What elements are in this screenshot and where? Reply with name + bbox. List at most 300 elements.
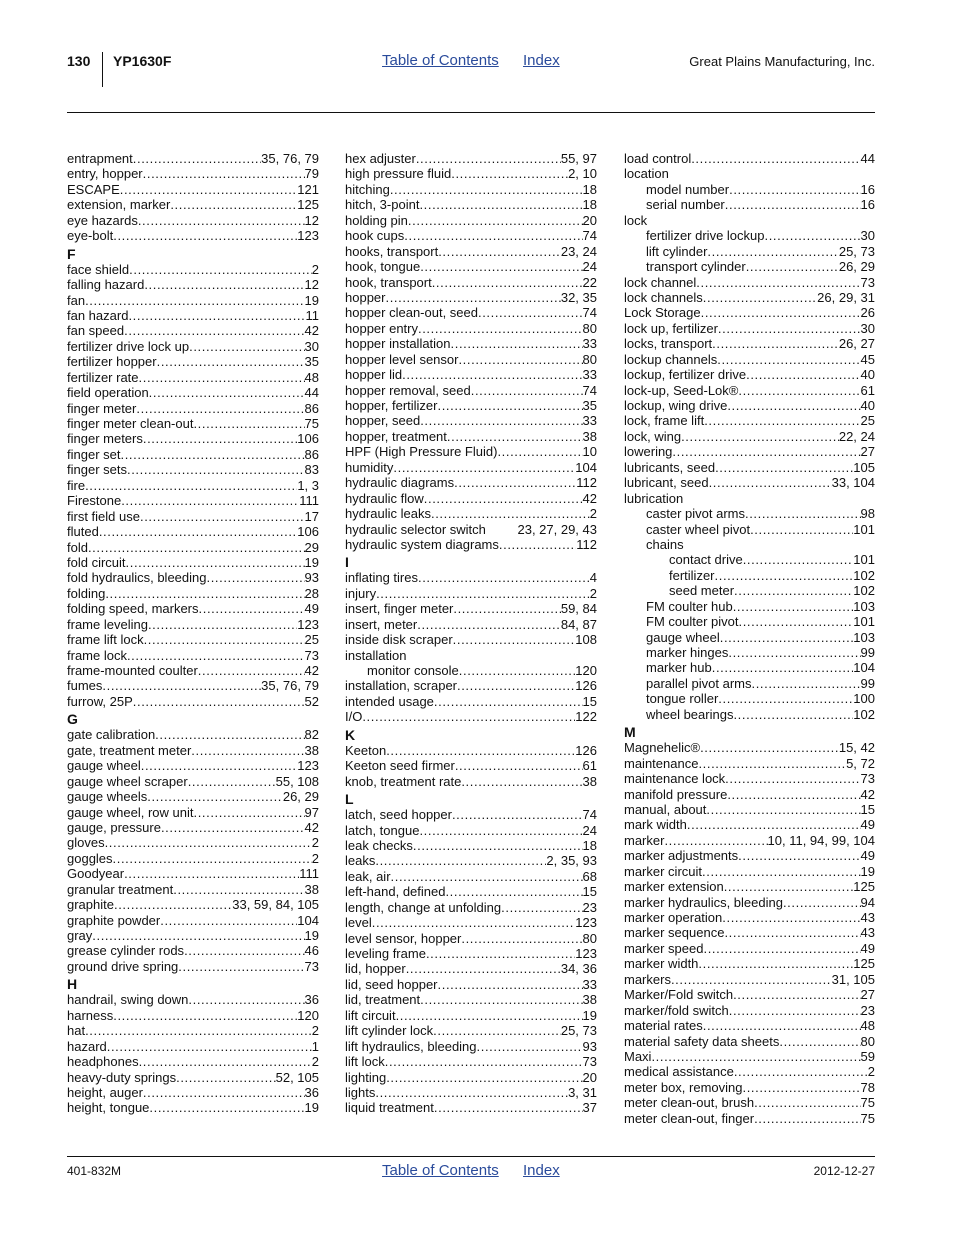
page-reference[interactable]: 22: [582, 274, 597, 290]
page-reference[interactable]: 33, 59, 84, 105: [232, 897, 319, 913]
page-reference[interactable]: 42: [860, 786, 875, 802]
page-reference[interactable]: 123: [297, 228, 319, 244]
index-entry: [345, 197, 597, 212]
page-reference[interactable]: 103: [853, 598, 875, 614]
page-reference[interactable]: 100: [853, 691, 875, 707]
index-entry: [624, 352, 875, 367]
index-term: fan: [67, 292, 86, 308]
page-reference[interactable]: 4: [589, 570, 597, 586]
page-reference[interactable]: 73: [304, 647, 319, 663]
page-reference[interactable]: 10, 11, 94, 99, 104: [767, 832, 875, 848]
dot-leader: [434, 1100, 583, 1115]
page-reference[interactable]: 101: [853, 521, 875, 537]
page-reference[interactable]: 20: [582, 212, 597, 228]
page-reference[interactable]: 5, 72: [846, 755, 875, 771]
page-reference[interactable]: 19: [304, 554, 319, 570]
dot-leader: [499, 537, 576, 552]
page-reference[interactable]: 19: [304, 292, 319, 308]
dot-leader: [461, 774, 582, 789]
page-reference[interactable]: 122: [575, 709, 597, 725]
page-reference[interactable]: 83: [304, 462, 319, 478]
page-reference[interactable]: 123: [297, 616, 319, 632]
page-reference[interactable]: 44: [860, 151, 875, 166]
page-reference[interactable]: 123: [297, 758, 319, 774]
index-entry: [345, 429, 597, 444]
page-reference[interactable]: 15: [582, 693, 597, 709]
index-entry: [624, 925, 875, 940]
page-reference[interactable]: 35, 76, 79: [261, 151, 319, 166]
page-reference[interactable]: 48: [860, 1018, 875, 1034]
index-term: caster wheel pivot: [646, 521, 751, 537]
dot-leader: [127, 648, 305, 663]
index-entry: [67, 277, 319, 292]
page-reference[interactable]: 2, 10: [568, 166, 597, 182]
index-term: lid, treatment: [345, 992, 421, 1008]
page-reference[interactable]: 74: [582, 807, 597, 823]
index-term: gauge wheel: [646, 629, 720, 645]
dot-leader: [198, 663, 305, 678]
page-reference[interactable]: 27: [860, 987, 875, 1003]
index-link[interactable]: Index: [523, 52, 560, 69]
page-reference[interactable]: 17: [304, 508, 319, 524]
index-term: frame-mounted coulter: [67, 663, 198, 678]
index-entry: [345, 977, 597, 992]
dot-leader: [478, 305, 583, 320]
page-reference[interactable]: 99: [860, 645, 875, 660]
page-reference[interactable]: 26, 27: [838, 336, 875, 352]
page-reference[interactable]: 101: [853, 552, 875, 568]
page-reference[interactable]: 43: [860, 910, 875, 925]
index-term: parallel pivot arms: [646, 675, 752, 691]
dot-leader: [664, 833, 767, 848]
page-reference[interactable]: 24: [582, 259, 597, 275]
page-reference[interactable]: 2: [311, 1023, 319, 1039]
index-entry: [624, 756, 875, 771]
page-reference[interactable]: 93: [582, 1038, 597, 1054]
index-entry: [345, 853, 597, 868]
index-term: hat: [67, 1023, 86, 1039]
index-entry: [345, 321, 597, 336]
dot-leader: [687, 817, 861, 832]
page-reference[interactable]: 25: [860, 413, 875, 429]
page-reference[interactable]: 97: [304, 804, 319, 820]
page-reference[interactable]: 23, 27, 29, 43: [517, 521, 597, 537]
page-reference[interactable]: 93: [304, 570, 319, 586]
page-reference[interactable]: 26, 29: [838, 259, 875, 275]
page-reference[interactable]: 28: [304, 585, 319, 601]
page-reference[interactable]: 26, 29: [282, 789, 319, 805]
page-reference[interactable]: 10: [582, 444, 597, 460]
page-reference[interactable]: 44: [304, 385, 319, 401]
index-term: lockup channels: [624, 351, 718, 367]
page-reference[interactable]: 19: [860, 863, 875, 879]
page-reference[interactable]: 30: [304, 338, 319, 354]
page-reference[interactable]: 49: [860, 940, 875, 956]
page-reference[interactable]: 52, 105: [275, 1069, 319, 1085]
page-reference[interactable]: 106: [297, 524, 319, 540]
index-term: manual, about: [624, 801, 707, 817]
page-reference[interactable]: 30: [860, 320, 875, 336]
dot-leader: [386, 743, 575, 758]
page-reference[interactable]: 79: [304, 166, 319, 182]
page-reference[interactable]: 74: [582, 228, 597, 244]
page-reference[interactable]: 59, 84: [560, 601, 597, 617]
page-reference[interactable]: 32, 35: [560, 289, 597, 305]
index-term: fire: [67, 477, 86, 493]
index-term: latch, seed hopper: [345, 807, 452, 823]
page-reference[interactable]: 2: [589, 585, 597, 601]
page-reference[interactable]: 102: [853, 567, 875, 583]
page-reference[interactable]: 59: [860, 1048, 875, 1064]
page-reference[interactable]: 2: [311, 850, 319, 866]
index-term: hooks, transport: [345, 243, 439, 259]
footer-toc-link[interactable]: Table of Contents: [382, 1162, 499, 1179]
index-entry: [624, 707, 875, 722]
page-reference[interactable]: 80: [582, 320, 597, 336]
page-reference[interactable]: 98: [860, 506, 875, 522]
page-reference[interactable]: 48: [304, 369, 319, 385]
index-term: finger sets: [67, 462, 127, 478]
index-term: lift hydraulics, bleeding: [345, 1038, 477, 1054]
index-entry: [624, 491, 875, 506]
page-reference[interactable]: 86: [304, 400, 319, 416]
index-term: medical assistance: [624, 1064, 734, 1080]
dot-leader: [754, 1095, 860, 1110]
index-term: heavy-duty springs: [67, 1069, 177, 1085]
index-entry: [624, 941, 875, 956]
page-reference[interactable]: 108: [575, 632, 597, 648]
index-term: eye-bolt: [67, 228, 114, 244]
page-reference[interactable]: 49: [304, 601, 319, 617]
page-reference[interactable]: 12: [304, 212, 319, 228]
page-reference[interactable]: 105: [853, 459, 875, 475]
header-divider: [102, 52, 103, 87]
page-reference[interactable]: 24: [582, 822, 597, 838]
index-term: marker adjustments: [624, 848, 739, 864]
dot-leader: [671, 972, 832, 987]
index-entry: [624, 910, 875, 925]
page-reference[interactable]: 123: [575, 946, 597, 961]
page-reference[interactable]: 38: [582, 428, 597, 444]
page-reference[interactable]: 38: [582, 992, 597, 1008]
page-reference[interactable]: 73: [860, 771, 875, 787]
index-term: marker/fold switch: [624, 1002, 729, 1018]
page-reference[interactable]: 3, 31: [568, 1084, 597, 1100]
index-entry: [67, 648, 319, 663]
page-reference[interactable]: 104: [297, 912, 319, 928]
dot-leader: [120, 447, 304, 462]
dot-leader: [143, 166, 305, 181]
page-reference[interactable]: 37: [582, 1100, 597, 1116]
dot-leader: [124, 866, 299, 881]
page-reference[interactable]: 12: [304, 277, 319, 293]
index-term: FM coulter hub: [646, 598, 733, 614]
index-entry: [67, 308, 319, 323]
page-reference[interactable]: 2: [311, 1054, 319, 1070]
index-term: insert, meter: [345, 616, 418, 632]
index-entry: [67, 431, 319, 446]
dot-leader: [375, 1085, 568, 1100]
page-reference[interactable]: 123: [575, 915, 597, 931]
page-reference[interactable]: 73: [582, 1054, 597, 1070]
page-reference[interactable]: 73: [860, 274, 875, 290]
page-reference[interactable]: 125: [853, 879, 875, 895]
index-term: marker speed: [624, 940, 704, 956]
page-reference[interactable]: 18: [582, 197, 597, 213]
page-reference[interactable]: 26: [860, 305, 875, 321]
page-reference[interactable]: 20: [582, 1069, 597, 1085]
dot-leader: [451, 336, 583, 351]
page-reference[interactable]: 106: [297, 431, 319, 447]
index-section-heading: H: [67, 976, 78, 993]
index-entry: [67, 678, 319, 693]
page-reference[interactable]: 61: [860, 382, 875, 398]
page-reference[interactable]: 19: [582, 1007, 597, 1023]
page-reference[interactable]: 18: [582, 837, 597, 853]
index-section-heading: L: [345, 791, 354, 808]
page-reference[interactable]: 99: [860, 675, 875, 691]
index-entry: [67, 354, 319, 369]
page-reference[interactable]: 40: [860, 367, 875, 383]
index-entry: [345, 182, 597, 197]
page-reference[interactable]: 38: [304, 742, 319, 758]
index-entry: [345, 586, 597, 601]
page-reference[interactable]: 38: [582, 773, 597, 789]
page-reference[interactable]: 33, 104: [831, 475, 875, 491]
page-reference[interactable]: 104: [575, 459, 597, 475]
page-reference[interactable]: 80: [582, 930, 597, 946]
page-reference[interactable]: 1: [311, 1038, 319, 1054]
footer-date: 2012-12-27: [813, 1164, 875, 1178]
page-reference[interactable]: 75: [860, 1095, 875, 1111]
index-term: injury: [345, 585, 377, 601]
page-reference[interactable]: 23: [582, 899, 597, 915]
index-entry: [345, 1070, 597, 1085]
index-entry: [624, 1064, 875, 1079]
index-entry: [345, 398, 597, 413]
index-term: lock up, fertilizer: [624, 320, 718, 336]
index-term: gray: [67, 928, 93, 943]
page-reference[interactable]: 75: [860, 1110, 875, 1126]
index-entry: [345, 900, 597, 915]
dot-leader: [477, 1039, 583, 1054]
page-reference[interactable]: 22, 24: [838, 428, 875, 444]
index-term: marker operation: [624, 910, 723, 925]
dot-leader: [133, 151, 261, 166]
page-reference[interactable]: 49: [860, 848, 875, 864]
page-reference[interactable]: 55, 97: [560, 151, 597, 166]
index-term: gauge wheel, row unit: [67, 804, 194, 820]
index-term: HPF (High Pressure Fluid): [345, 444, 498, 460]
page-reference[interactable]: 16: [860, 181, 875, 197]
page-reference[interactable]: 2: [311, 835, 319, 851]
page-reference[interactable]: 94: [860, 894, 875, 910]
page-reference[interactable]: 111: [299, 866, 319, 882]
page-reference[interactable]: 112: [576, 475, 597, 491]
dot-leader: [703, 941, 860, 956]
index-entry: [624, 771, 875, 786]
page-reference[interactable]: 104: [853, 660, 875, 676]
page-reference[interactable]: 103: [853, 629, 875, 645]
dot-leader: [738, 383, 860, 398]
dot-leader: [729, 1003, 861, 1018]
index-entry: [624, 833, 875, 848]
page-reference[interactable]: 1, 3: [297, 477, 319, 493]
page-reference[interactable]: 19: [304, 928, 319, 943]
dot-leader: [703, 290, 817, 305]
page-reference[interactable]: 2: [589, 506, 597, 522]
index-term: fold hydraulics, bleeding: [67, 570, 207, 586]
index-entry: [624, 475, 875, 490]
page-reference[interactable]: 120: [575, 663, 597, 678]
index-term: hazard: [67, 1038, 107, 1054]
page-reference[interactable]: 125: [853, 956, 875, 972]
page-reference[interactable]: 15: [582, 884, 597, 900]
page-reference[interactable]: 102: [853, 706, 875, 722]
index-term: lift cylinder: [646, 243, 708, 259]
page-reference[interactable]: 125: [297, 197, 319, 213]
page-reference[interactable]: 74: [582, 305, 597, 321]
index-term: marker hinges: [646, 645, 729, 660]
dot-leader: [126, 555, 305, 570]
dot-leader: [144, 632, 305, 647]
page-reference[interactable]: 25: [304, 632, 319, 648]
page-reference[interactable]: 19: [304, 1100, 319, 1116]
page-reference[interactable]: 111: [299, 493, 319, 509]
index-section-heading: M: [624, 724, 636, 741]
page-reference[interactable]: 33: [582, 413, 597, 429]
page-reference[interactable]: 33: [582, 336, 597, 352]
index-entry: [345, 758, 597, 773]
page-reference[interactable]: 80: [582, 351, 597, 367]
index-term: finger meter: [67, 400, 137, 416]
page-reference[interactable]: 35: [582, 398, 597, 413]
dot-leader: [129, 262, 312, 277]
page-reference[interactable]: 74: [582, 382, 597, 398]
index-entry: [624, 259, 875, 274]
page-reference[interactable]: 34, 36: [560, 961, 597, 977]
page-reference[interactable]: 101: [853, 614, 875, 630]
dot-leader: [750, 522, 853, 537]
index-entry: [345, 444, 597, 459]
page-reference[interactable]: 36: [304, 992, 319, 1008]
page-reference[interactable]: 42: [304, 323, 319, 339]
dot-leader: [193, 805, 304, 820]
page-reference[interactable]: 25, 73: [560, 1023, 597, 1039]
page-reference[interactable]: 18: [582, 181, 597, 197]
index-entry: [345, 632, 597, 647]
page-reference[interactable]: 126: [575, 678, 597, 694]
page-reference[interactable]: 75: [304, 416, 319, 431]
page-reference[interactable]: 43: [860, 925, 875, 941]
page-reference[interactable]: 16: [860, 197, 875, 213]
index-term: frame lock: [67, 647, 127, 663]
page-reference[interactable]: 25, 73: [838, 243, 875, 259]
page-reference[interactable]: 23: [860, 1002, 875, 1018]
page-reference[interactable]: 120: [297, 1007, 319, 1023]
page-reference[interactable]: 26, 29, 31: [817, 289, 875, 305]
page-reference[interactable]: 33: [582, 976, 597, 992]
page-reference[interactable]: 31, 105: [831, 971, 875, 987]
index-term: harness: [67, 1007, 114, 1023]
page-reference[interactable]: 84, 87: [560, 616, 597, 632]
page-reference[interactable]: 102: [853, 583, 875, 599]
page-reference[interactable]: 42: [304, 819, 319, 835]
dot-leader: [417, 617, 561, 632]
index-entry: [624, 1003, 875, 1018]
page-reference[interactable]: 27: [860, 444, 875, 460]
page-reference[interactable]: 49: [860, 817, 875, 833]
page-reference[interactable]: 23, 24: [560, 243, 597, 259]
page-reference[interactable]: 33: [582, 367, 597, 383]
index-entry: [67, 851, 319, 866]
index-term: headphones: [67, 1054, 139, 1070]
page-reference[interactable]: 42: [582, 490, 597, 506]
dot-leader: [733, 987, 860, 1002]
index-term: hydraulic system diagrams: [345, 536, 499, 552]
index-term: lock channel: [624, 274, 697, 290]
index-entry: [624, 151, 875, 166]
page-reference[interactable]: 29: [304, 539, 319, 555]
footer-index-link[interactable]: Index: [523, 1162, 560, 1179]
page-reference[interactable]: 80: [860, 1033, 875, 1049]
dot-leader: [362, 709, 575, 724]
dot-leader: [107, 1039, 312, 1054]
page-reference[interactable]: 68: [582, 868, 597, 884]
page-reference[interactable]: 38: [304, 881, 319, 897]
page-reference[interactable]: 45: [860, 351, 875, 367]
index-term: material rates: [624, 1018, 703, 1034]
dot-leader: [418, 321, 583, 336]
page-reference[interactable]: 2: [867, 1064, 875, 1080]
index-entry: [67, 416, 319, 431]
page-reference[interactable]: 121: [297, 181, 319, 197]
page-reference[interactable]: 86: [304, 446, 319, 462]
page-reference[interactable]: 2, 35, 93: [546, 853, 597, 869]
page-reference[interactable]: 42: [304, 663, 319, 678]
dot-leader: [457, 678, 575, 693]
page-reference[interactable]: 36: [304, 1084, 319, 1100]
dot-leader: [725, 771, 860, 786]
page-reference[interactable]: 55, 108: [275, 773, 319, 789]
page-reference[interactable]: 73: [304, 958, 319, 974]
dot-leader: [651, 1049, 860, 1064]
page-reference[interactable]: 112: [576, 536, 597, 552]
page-reference[interactable]: 15, 42: [838, 740, 875, 756]
index-term: marker sequence: [624, 925, 725, 941]
page-reference[interactable]: 2: [311, 261, 319, 277]
page-reference[interactable]: 15: [860, 801, 875, 817]
index-term: lighting: [345, 1069, 387, 1085]
index-term: gauge wheels: [67, 789, 148, 805]
index-entry: [67, 805, 319, 820]
toc-link[interactable]: Table of Contents: [382, 52, 499, 69]
page-reference[interactable]: 40: [860, 398, 875, 413]
dot-leader: [712, 336, 839, 351]
page-reference[interactable]: 35: [304, 354, 319, 370]
page-reference[interactable]: 30: [860, 228, 875, 244]
page-reference[interactable]: 61: [582, 758, 597, 774]
index-term: field operation: [67, 385, 149, 401]
page-reference[interactable]: 78: [860, 1079, 875, 1095]
page-reference[interactable]: 126: [575, 742, 597, 758]
page-reference[interactable]: 11: [305, 307, 319, 323]
page-reference[interactable]: 46: [304, 943, 319, 959]
page-reference[interactable]: 82: [304, 727, 319, 743]
page-reference[interactable]: 35, 76, 79: [261, 678, 319, 694]
page-reference[interactable]: 52: [304, 693, 319, 709]
index-term: height, auger: [67, 1084, 143, 1100]
